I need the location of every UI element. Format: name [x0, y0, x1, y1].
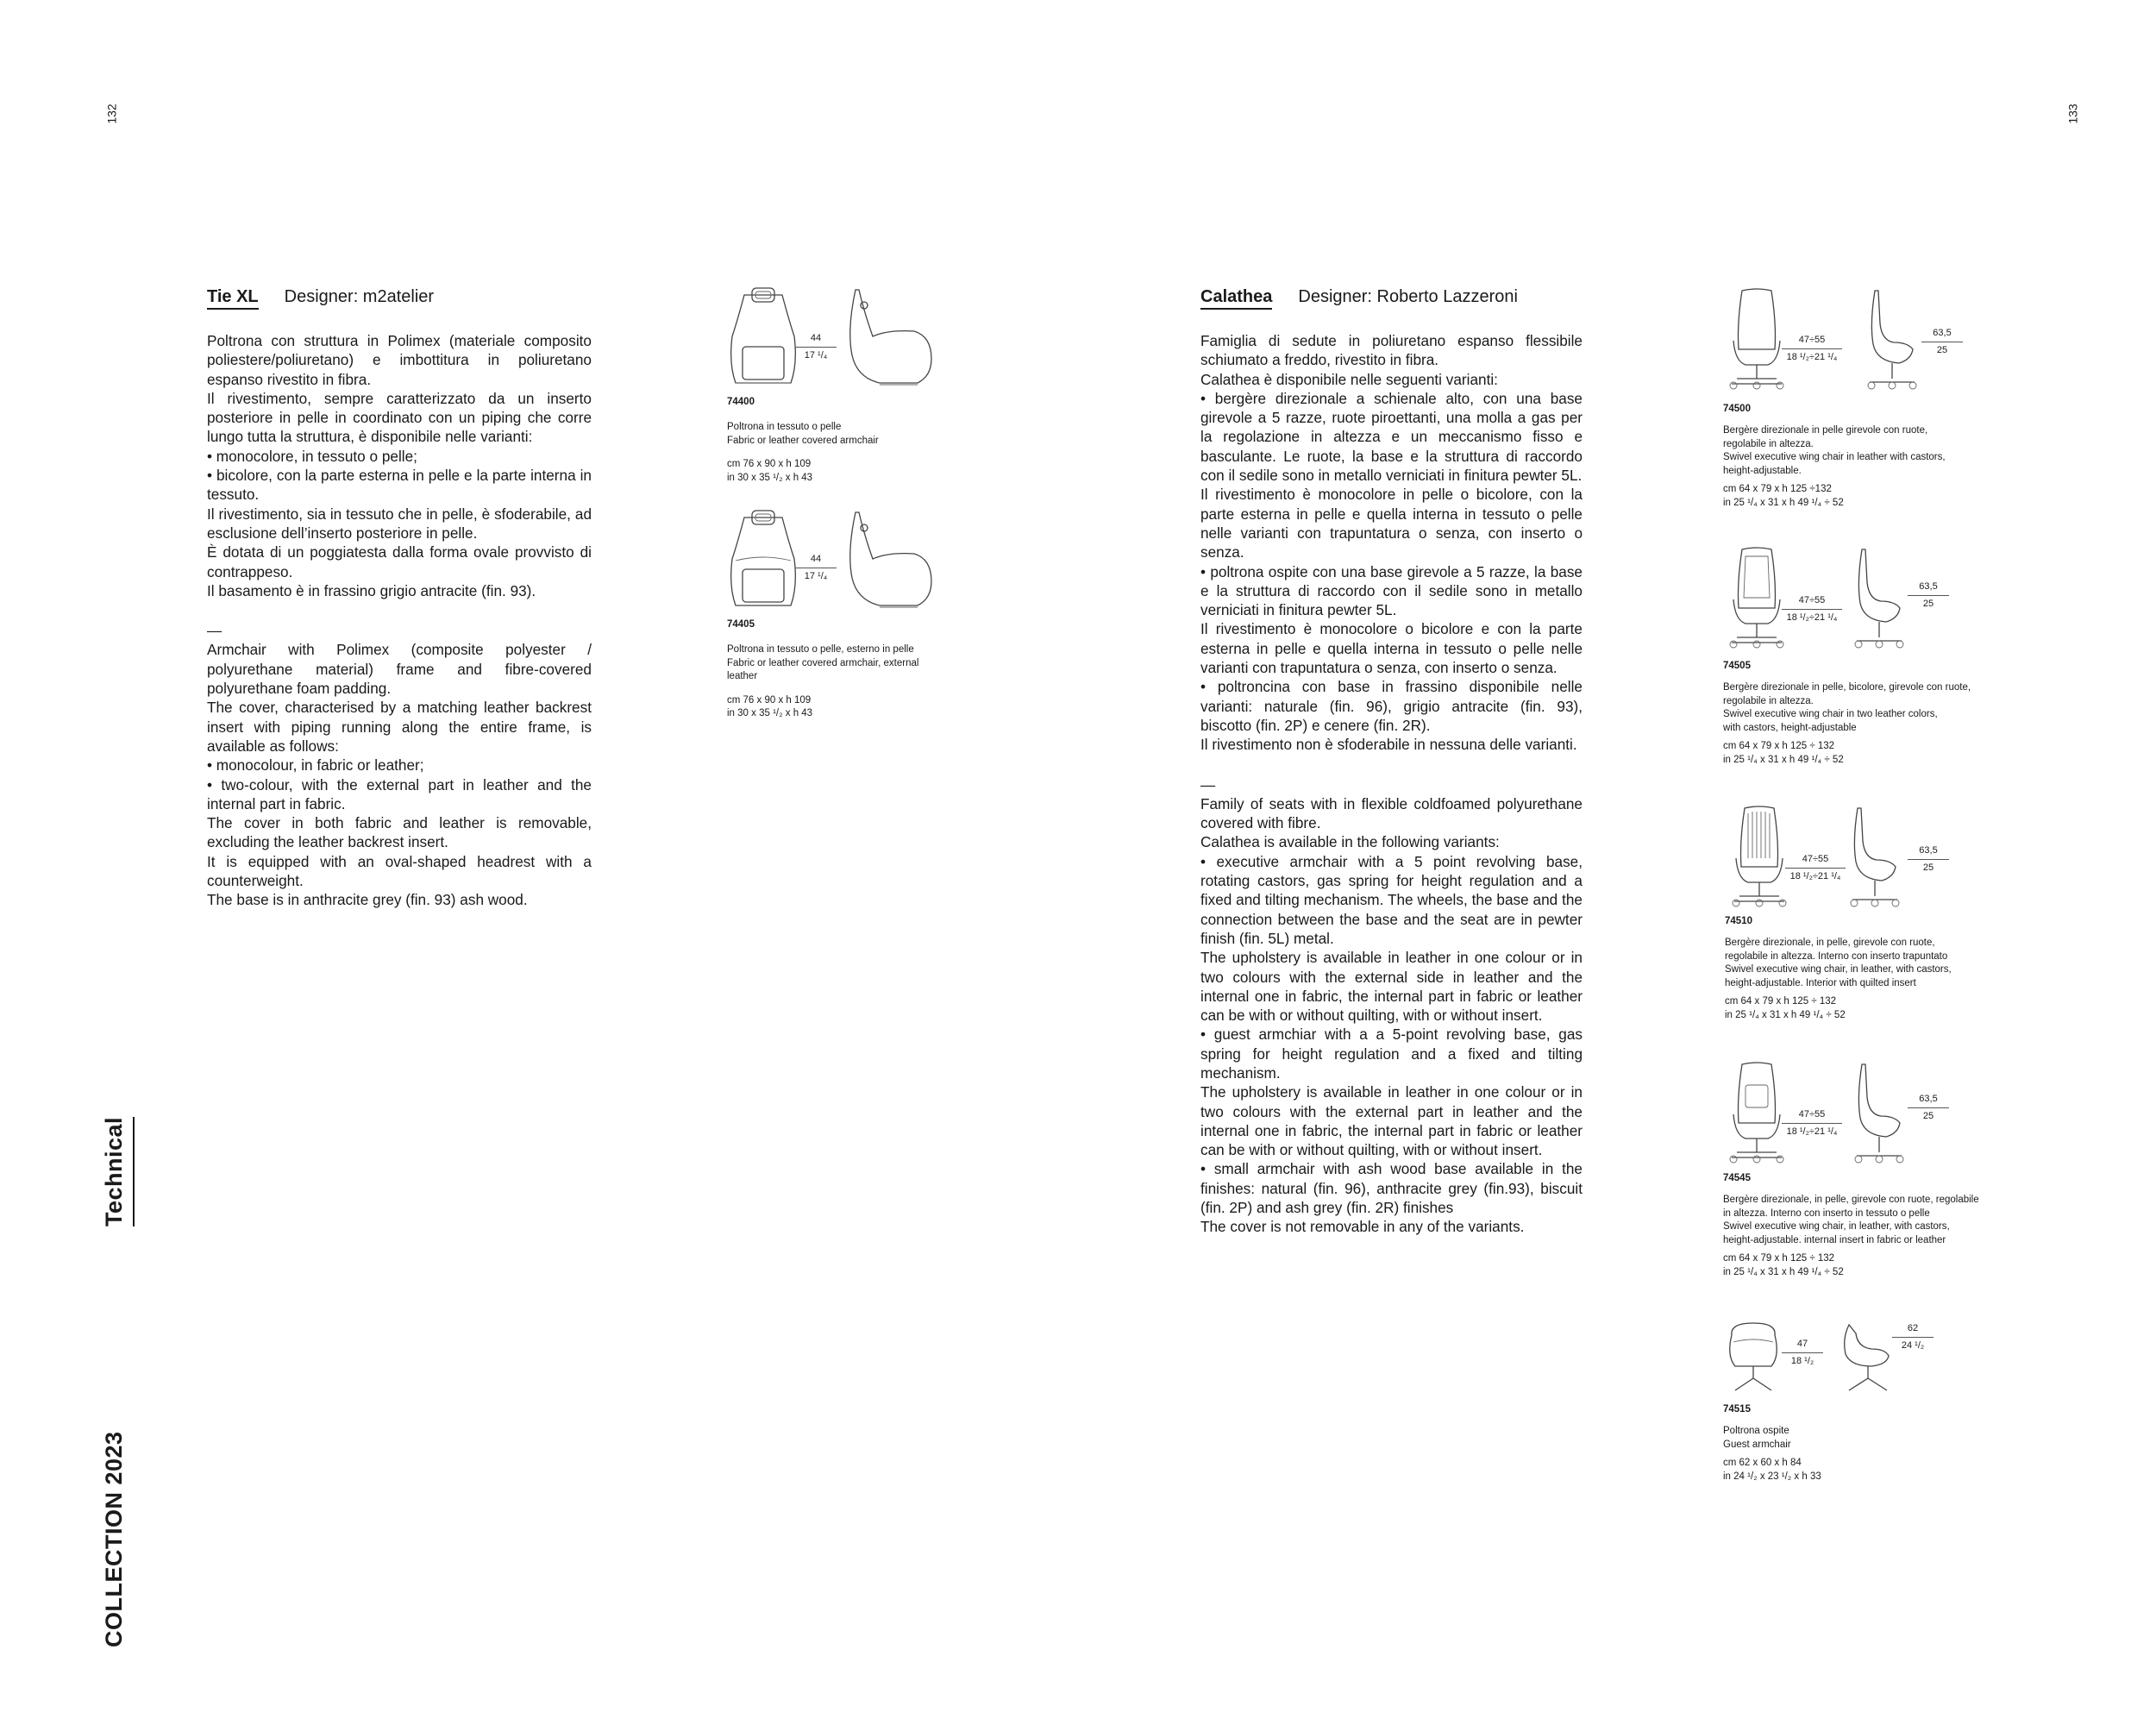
tie-item-74400: [727, 397, 951, 485]
dim-line: [795, 347, 837, 348]
calathea-dim-side: [1908, 845, 1949, 873]
item-desc: Swivel executive wing chair in leather with castors,: [1723, 452, 1946, 462]
item-dims-in: in 30 x 35 ¹/₂ x h 43: [727, 708, 813, 718]
calathea-front-drawing: [1727, 289, 1787, 391]
dim-line: [1782, 348, 1842, 349]
tie-dim-74400: [795, 333, 837, 361]
item-dims-cm: cm 64 x 79 x h 125 ÷ 132: [1725, 996, 1837, 1007]
calathea-dim-front: [1782, 1339, 1823, 1366]
tie-en-paragraph: The cover, characterised by a matching leather backrest insert with piping running along the entire frame, is available as follows:: [207, 699, 592, 755]
dim-in: 18 ¹/₂÷21 ¹/₄: [1786, 612, 1838, 623]
dim-in: 25: [1922, 599, 1934, 609]
calathea-item-74505: [1723, 661, 2051, 767]
calathea-dim-side: [1908, 581, 1949, 609]
calathea-en-paragraph: The upholstery is available in leather in one colour or in two colours with the external part in leather and the internal one in fabric, the internal part in fabric or leather can be with or without quilting, with or without insert.: [1200, 1083, 1583, 1159]
item-desc-en: Fabric or leather covered armchair, external leather: [727, 657, 919, 681]
tie-designer: Designer: m2atelier: [284, 287, 435, 306]
dim-in: 25: [1936, 345, 1948, 355]
dim-cm: 44: [810, 554, 822, 564]
calathea-item-74510: [1725, 916, 2053, 1022]
item-dims-in: in 30 x 35 ¹/₂ x h 43: [727, 472, 813, 483]
dim-cm: 47÷55: [1798, 1109, 1826, 1120]
calathea-guest-front-drawing: [1723, 1321, 1783, 1392]
calathea-description: [1200, 331, 1583, 1237]
tie-en-paragraph: The base is in anthracite grey (fin. 93) ash wood.: [207, 891, 528, 909]
tie-heading: [207, 287, 434, 307]
dim-in: 25: [1922, 1111, 1934, 1121]
tie-product-name: Tie XL: [207, 287, 259, 310]
tie-it-paragraph: Poltrona con struttura in Polimex (materiale composito poliestere/poliuretano) e imbottitura in poliuretano espanso rivestito in fibra.: [207, 332, 592, 388]
item-dims-in: in 24 ¹/₂ x 23 ¹/₂ x h 33: [1723, 1471, 1821, 1482]
calathea-dim-side: [1921, 328, 1963, 355]
calathea-heading: [1200, 287, 1518, 307]
technical-label: Technical: [101, 1117, 135, 1226]
calathea-en-paragraph: Family of seats with in flexible coldfoamed polyurethane covered with fibre.: [1200, 794, 1583, 832]
dim-line: [1782, 1352, 1823, 1353]
item-desc: regolabile in altezza.: [1723, 695, 1814, 706]
tie-description: [207, 331, 592, 910]
item-desc-en: Fabric or leather covered armchair: [727, 435, 879, 446]
tie-it-paragraph: Il rivestimento, sempre caratterizzato da un inserto posteriore in pelle in coordinato con un piping che corre lungo tutta la struttura, è disponibile nelle varianti:: [207, 389, 592, 446]
dim-line: [1892, 1337, 1934, 1338]
tie-side-drawing: [845, 509, 936, 611]
dim-line: [1908, 595, 1949, 596]
dim-line: [1782, 609, 1842, 610]
calathea-en-bullet: • executive armchair with a 5 point revolving base, rotating castors, gas spring for height regulation and a fixed and tilting mechanism. The wheels, the base and the connection between the base and the seat are in pewter finish (fin. 5L) metal.: [1200, 852, 1583, 947]
item-desc: with castors, height-adjustable: [1723, 722, 1857, 733]
product-code: 74500: [1723, 404, 1751, 414]
item-dims-in: in 25 ¹/₄ x 31 x h 49 ¹/₄ ÷ 52: [1723, 497, 1844, 508]
item-desc: in altezza. Interno con inserto in tessuto o pelle: [1723, 1208, 1930, 1219]
calathea-front-drawing: [1727, 548, 1787, 649]
dim-cm: 47÷55: [1798, 595, 1826, 605]
calathea-en-paragraph: The upholstery is available in leather in one colour or in two colours with the external side in leather and the internal one in fabric, the internal part in fabric or leather can be with or without quilting, with or without insert.: [1200, 949, 1583, 1025]
product-code: 74405: [727, 619, 755, 630]
dim-cm: 63,5: [1919, 845, 1938, 856]
tie-item-74405: [727, 619, 951, 721]
calathea-it-paragraph: Il rivestimento è monocolore o bicolore e con la parte esterna in pelle e quella interna in tessuto o pelle nelle varianti con trapuntatura o senza, con inserto o senza.: [1200, 620, 1583, 677]
tie-en-paragraph: It is equipped with an oval-shaped headrest with a counterweight.: [207, 852, 592, 890]
item-desc: Bergère direzionale in pelle girevole con ruote,: [1723, 425, 1928, 436]
tie-en-paragraph: Armchair with Polimex (composite polyester / polyurethane material) frame and fibre-covered polyurethane foam padding.: [207, 641, 592, 698]
dim-in: 18 ¹/₂÷21 ¹/₄: [1786, 352, 1838, 362]
tie-en-bullet: • monocolour, in fabric or leather;: [207, 756, 424, 775]
calathea-it-paragraph: Il rivestimento è monocolore in pelle o bicolore, con la parte esterna in pelle e quella interna in tessuto o pelle nelle varianti con trapuntatura o senza, con inserto o senza.: [1200, 486, 1583, 561]
calathea-it-bullet: • bergère direzionale a schienale alto, con una base girevole a 5 razze, ruote piroettanti, una molla a gas per la regolazione in altezza e un meccanismo fisso e basculante. Le ruote, la base e la struttura di raccordo con il sedile sono in metallo verniciati in finitura pewter 5L.: [1200, 389, 1583, 485]
item-desc: Poltrona ospite: [1723, 1426, 1789, 1436]
dim-line: [1908, 1107, 1949, 1108]
calathea-dim-side: [1908, 1094, 1949, 1121]
tie-dim-74405: [795, 554, 837, 581]
item-desc: height-adjustable. internal insert in fabric or leather: [1723, 1234, 1946, 1245]
tie-it-bullet: • monocolore, in tessuto o pelle;: [207, 447, 417, 465]
page-number-right: 133: [2065, 104, 2080, 124]
calathea-front-drawing: [1729, 806, 1789, 908]
calathea-en-paragraph: The cover is not removable in any of the variants.: [1200, 1218, 1525, 1236]
collection-label: COLLECTION 2023: [101, 1431, 127, 1647]
dim-in: 18 ¹/₂÷21 ¹/₄: [1789, 871, 1841, 881]
dim-cm: 47: [1796, 1339, 1808, 1349]
dim-cm: 63,5: [1919, 581, 1938, 592]
calathea-item-74545: [1723, 1173, 2051, 1279]
calathea-designer: Designer: Roberto Lazzeroni: [1298, 287, 1518, 306]
calathea-it-bullet: • poltrona ospite con una base girevole a 5 razze, la base e la struttura di raccordo con il sedile sono in metallo verniciati in finitura pewter 5L.: [1200, 562, 1583, 619]
item-desc: Bergère direzionale in pelle, bicolore, girevole con ruote,: [1723, 682, 1971, 693]
tie-en-paragraph: The cover in both fabric and leather is removable, excluding the leather backrest insert.: [207, 814, 592, 851]
dim-line: [1785, 868, 1846, 869]
item-desc: height-adjustable. Interior with quilted insert: [1725, 977, 1916, 988]
product-code: 74510: [1725, 916, 1752, 926]
item-dims-in: in 25 ¹/₄ x 31 x h 49 ¹/₄ ÷ 52: [1723, 754, 1844, 765]
calathea-separator: —: [1200, 775, 1216, 794]
dim-in: 24 ¹/₂: [1901, 1340, 1925, 1351]
item-desc: Swivel executive wing chair, in leather, with castors,: [1723, 1221, 1950, 1232]
item-dims-cm: cm 62 x 60 x h 84: [1723, 1458, 1802, 1468]
tie-en-bullet: • two-colour, with the external part in leather and the internal part in fabric.: [207, 775, 592, 812]
tie-front-drawing: [729, 509, 802, 612]
item-dims-in: in 25 ¹/₄ x 31 x h 49 ¹/₄ ÷ 52: [1725, 1009, 1846, 1020]
calathea-item-74500: [1723, 404, 2051, 510]
product-code: 74505: [1723, 661, 1751, 671]
item-desc-it: Poltrona in tessuto o pelle: [727, 422, 842, 432]
item-desc-it: Poltrona in tessuto o pelle, esterno in pelle: [727, 644, 914, 655]
calathea-it-paragraph: Calathea è disponibile nelle seguenti varianti:: [1200, 370, 1498, 388]
dim-cm: 44: [810, 333, 822, 343]
calathea-it-bullet: • poltroncina con base in frassino disponibile nelle varianti: naturale (fin. 96), grigio antracite (fin. 93), biscotto (fin. 2P) e cenere (fin. 2R).: [1200, 678, 1583, 734]
calathea-side-drawing: [1850, 1063, 1910, 1164]
tie-it-bullet: • bicolore, con la parte esterna in pelle e la parte interna in tessuto.: [207, 467, 592, 504]
item-desc: Swivel executive wing chair, in leather, with castors,: [1725, 964, 1952, 975]
calathea-guest-side-drawing: [1837, 1321, 1897, 1392]
dim-cm: 63,5: [1919, 1094, 1938, 1104]
dim-cm: 62: [1907, 1323, 1919, 1333]
dim-line: [1908, 859, 1949, 860]
calathea-dim-front: [1782, 1109, 1842, 1137]
calathea-dim-side: [1892, 1323, 1934, 1351]
dim-in: 18 ¹/₂: [1790, 1356, 1814, 1366]
tie-side-drawing: [845, 286, 936, 388]
calathea-dim-front: [1782, 595, 1842, 623]
tie-front-drawing: [729, 286, 802, 390]
product-code: 74400: [727, 397, 755, 407]
calathea-front-drawing: [1727, 1063, 1787, 1164]
dim-cm: 63,5: [1933, 328, 1952, 338]
dim-in: 25: [1922, 862, 1934, 873]
dim-in: 17 ¹/₄: [804, 350, 828, 361]
calathea-side-drawing: [1850, 548, 1910, 649]
calathea-en-bullet: • guest armchiar with a a 5-point revolving base, gas spring for height regulation and a fixed and tilting mechanism.: [1200, 1026, 1583, 1082]
item-dims-cm: cm 64 x 79 x h 125 ÷ 132: [1723, 1253, 1835, 1264]
calathea-dim-front: [1785, 854, 1846, 881]
item-desc: regolabile in altezza. Interno con inserto trapuntato: [1725, 950, 1948, 962]
item-desc: Bergère direzionale, in pelle, girevole con ruote,: [1725, 938, 1935, 948]
calathea-product-name: Calathea: [1200, 287, 1272, 310]
dim-cm: 47÷55: [1798, 335, 1826, 345]
calathea-side-drawing: [1863, 289, 1923, 391]
calathea-it-paragraph: Famiglia di sedute in poliuretano espanso flessibile schiumato a freddo, rivestito in fibra.: [1200, 332, 1583, 369]
calathea-side-drawing: [1846, 806, 1906, 908]
item-desc: Swivel executive wing chair in two leather colors,: [1723, 709, 1938, 719]
item-desc: height-adjustable.: [1723, 465, 1802, 476]
item-dims-in: in 25 ¹/₄ x 31 x h 49 ¹/₄ ÷ 52: [1723, 1266, 1844, 1277]
product-code: 74515: [1723, 1404, 1751, 1414]
tie-it-paragraph: Il rivestimento, sia in tessuto che in pelle, è sfoderabile, ad esclusione dell’inserto posteriore in pelle.: [207, 505, 592, 542]
tie-it-paragraph: È dotata di un poggiatesta dalla forma ovale provvisto di contrappeso.: [207, 543, 592, 580]
item-desc: Guest armchair: [1723, 1439, 1791, 1450]
calathea-en-bullet: • small armchair with ash wood base available in the finishes: natural (fin. 96), anthracite grey (fin.93), biscuit (fin. 2P) and ash grey (fin. 2R) finishes: [1200, 1160, 1583, 1217]
tie-it-paragraph: Il basamento è in frassino grigio antracite (fin. 93).: [207, 581, 536, 599]
item-dims-cm: cm 64 x 79 x h 125 ÷132: [1723, 484, 1832, 494]
dim-in: 17 ¹/₄: [804, 571, 828, 581]
dim-cm: 47÷55: [1802, 854, 1829, 864]
tie-separator: —: [207, 622, 222, 640]
page-number-left: 132: [104, 104, 119, 124]
calathea-en-paragraph: Calathea is available in the following variants:: [1200, 833, 1500, 851]
calathea-item-74515: [1723, 1404, 2051, 1484]
item-dims-cm: cm 64 x 79 x h 125 ÷ 132: [1723, 741, 1835, 751]
item-dims-cm: cm 76 x 90 x h 109: [727, 694, 812, 706]
item-desc: regolabile in altezza.: [1723, 438, 1814, 449]
calathea-it-paragraph: Il rivestimento non è sfoderabile in nessuna delle varianti.: [1200, 736, 1577, 754]
dim-in: 18 ¹/₂÷21 ¹/₄: [1786, 1126, 1838, 1137]
item-dims-cm: cm 76 x 90 x h 109: [727, 459, 812, 469]
product-code: 74545: [1723, 1173, 1751, 1183]
dim-line: [1782, 1123, 1842, 1124]
calathea-dim-front: [1782, 335, 1842, 362]
item-desc: Bergère direzionale, in pelle, girevole con ruote, regolabile: [1723, 1195, 1979, 1205]
